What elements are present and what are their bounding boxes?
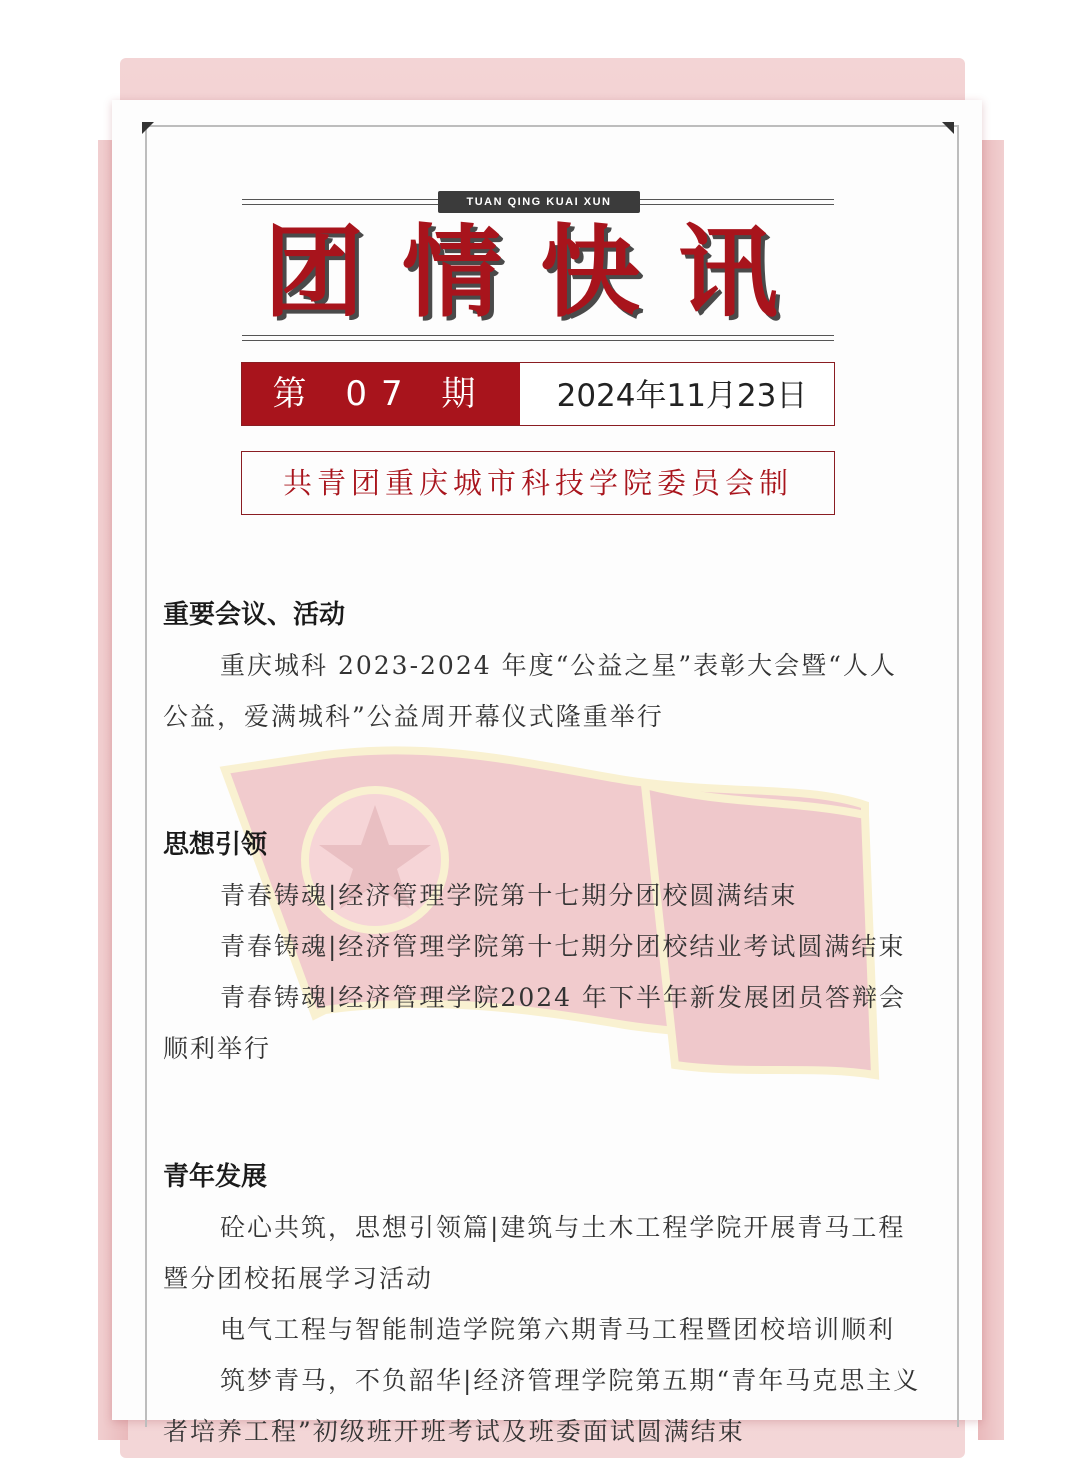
title-rule <box>242 335 834 336</box>
news-item[interactable]: 青春铸魂|经济管理学院第十七期分团校结业考试圆满结束 <box>220 932 906 961</box>
section-meetings <box>163 590 923 742</box>
page-background <box>0 0 1080 60</box>
section-title: 青年发展 <box>163 1162 268 1192</box>
pinyin-tag: TUAN QING KUAI XUN <box>438 191 640 213</box>
news-item[interactable]: 重庆城科 2023-2024 年度“公益之星”表彰大会暨“人人公益，爱满城科”公益周开幕仪式隆重举行 <box>163 651 897 731</box>
title-rule <box>242 340 834 341</box>
news-item[interactable]: 筑梦青马，不负韶华|经济管理学院第五期“青年马克思主义者培养工程”初级班开班考试及班委面试圆满结束 <box>163 1366 921 1446</box>
issue-bar <box>241 362 835 426</box>
section-youth-development <box>163 1152 923 1457</box>
news-item[interactable]: 青春铸魂|经济管理学院2024 年下半年新发展团员答辩会顺利举行 <box>163 983 906 1063</box>
corner-mark-left <box>142 122 154 134</box>
issue-date: 2024年11月23日 <box>556 378 808 414</box>
newsletter-content <box>163 590 923 1457</box>
issue-number: 第 07 期 <box>242 363 520 425</box>
news-item[interactable]: 青春铸魂|经济管理学院第十七期分团校圆满结束 <box>220 881 798 910</box>
news-item[interactable]: 电气工程与智能制造学院第六期青马工程暨团校培训顺利 <box>220 1315 896 1344</box>
publisher-box: 共青团重庆城市科技学院委员会制 <box>241 451 835 515</box>
newsletter-title: 团情快讯 <box>264 214 816 331</box>
corner-mark-right <box>942 122 954 134</box>
news-item[interactable]: 砼心共筑，思想引领篇|建筑与土木工程学院开展青马工程暨分团校拓展学习活动 <box>163 1213 906 1293</box>
section-title: 重要会议、活动 <box>163 600 346 630</box>
section-ideology <box>163 820 923 1074</box>
section-title: 思想引领 <box>163 830 268 860</box>
